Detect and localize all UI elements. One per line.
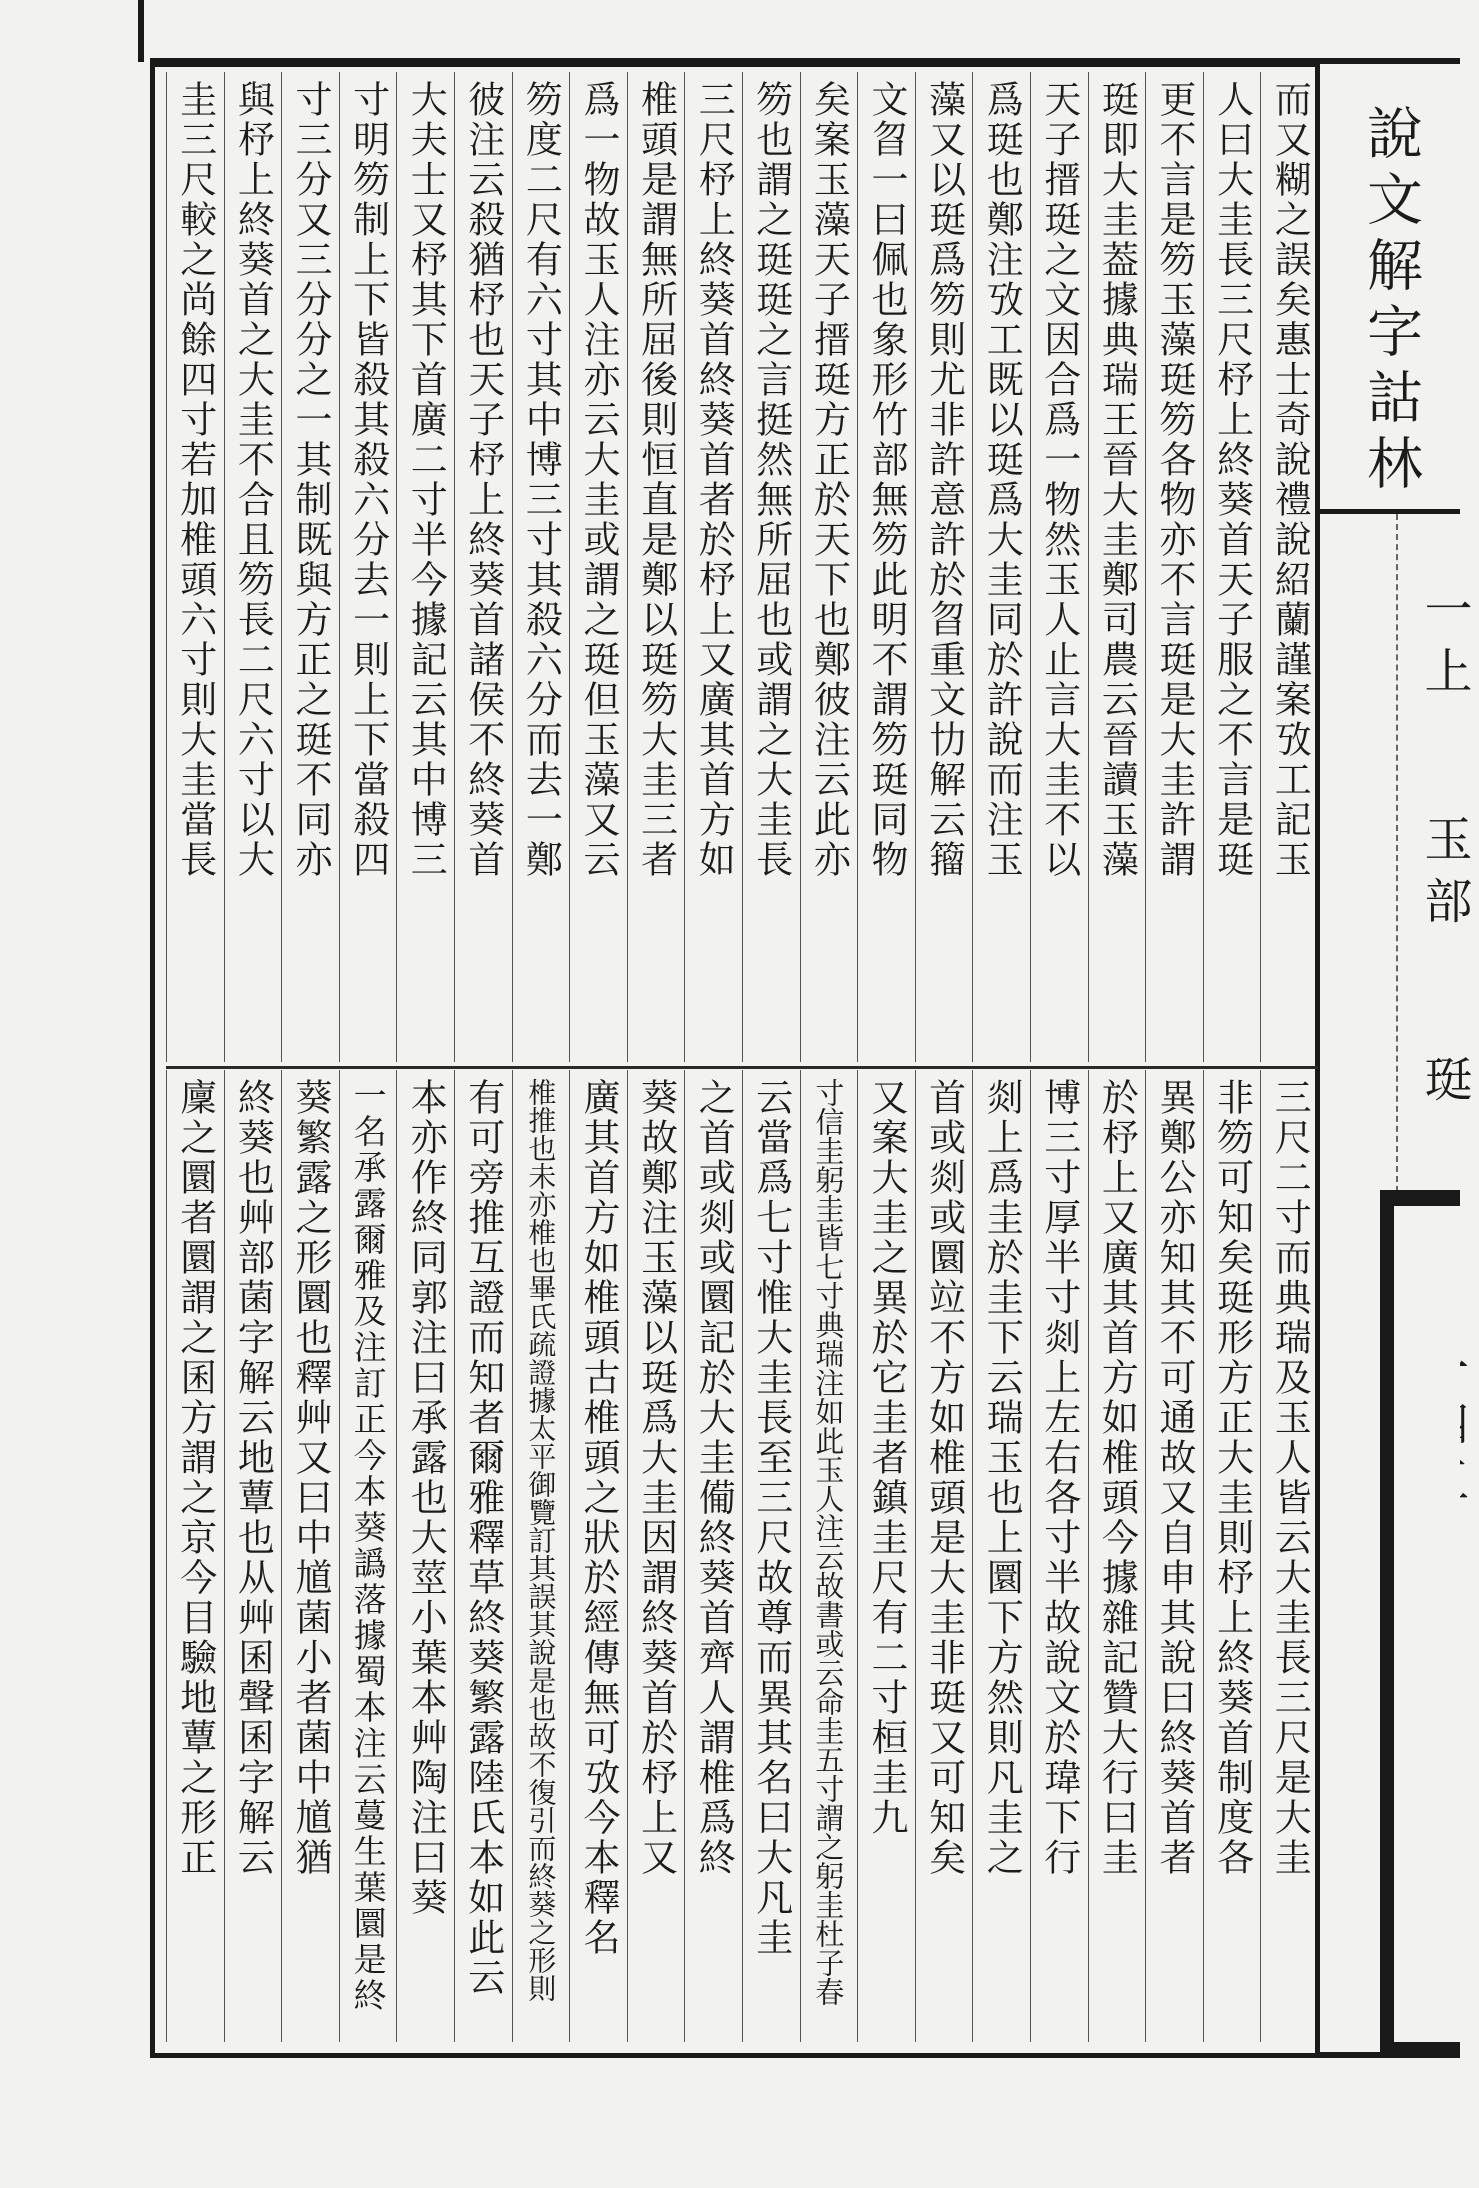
text-column: 一名承露爾雅及注訂正今本葵譌落據蜀本注云蔓生葉圜是終	[348, 1078, 388, 2014]
text-column: 矣案玉藻天子搢珽方正於天下也鄭彼注云此亦	[807, 80, 851, 880]
text-column: 寸信圭躬圭皆七寸典瑞注如此玉人注云故書或云命圭五寸謂之躬圭杜子春	[811, 1078, 846, 2006]
column-rule	[915, 1070, 916, 2042]
column-rule	[396, 72, 397, 1062]
column-rule	[166, 72, 167, 1062]
text-column: 圭三尺較之尚餘四寸若加椎頭六寸則大圭當長	[173, 80, 217, 880]
text-column: 藻又以珽爲笏則尤非許意許於㫚重文㔹解云籀	[922, 80, 966, 880]
column-rule	[1145, 72, 1146, 1062]
column-rule	[396, 1070, 397, 2042]
right-edge-block-inner	[1394, 1206, 1460, 2042]
fascicle-label: 一上	[1416, 584, 1472, 708]
column-rule	[1088, 1070, 1089, 2042]
text-column: 寸明笏制上下皆殺其殺六分去一則上下當殺四	[346, 80, 390, 880]
book-title: 說文解字詁林	[1358, 104, 1423, 500]
text-column: 珽即大圭葢據典瑞王晉大圭鄭司農云晉讀玉藻	[1095, 80, 1139, 880]
text-column: 葵故鄭注玉藻以珽爲大圭因謂終葵首於杼上又	[634, 1078, 678, 1878]
column-rule	[1088, 72, 1089, 1062]
column-rule	[339, 72, 340, 1062]
column-rule	[1203, 72, 1204, 1062]
column-rule	[1203, 1070, 1204, 2042]
text-column: 云當爲七寸惟大圭長至三尺故尊而異其名曰大凡圭	[749, 1078, 793, 1958]
text-column: 寸三分又三分分之一其制既與方正之珽不同亦	[289, 80, 332, 880]
column-rule	[224, 1070, 225, 2042]
text-column: 葵繁露之形圜也釋艸又曰中馗菌小者菌中馗猶	[289, 1078, 332, 1878]
column-rule	[569, 1070, 570, 2042]
column-rule	[454, 72, 455, 1062]
text-column: 笏也謂之珽珽之言挺然無所屈也或謂之大圭長	[749, 80, 793, 880]
column-rule	[1260, 72, 1261, 1062]
text-column: 之首或剡或圜記於大圭僃終葵首齊人謂椎爲終	[692, 1078, 736, 1878]
text-column: 爲一物故玉人注亦云大圭或謂之珽但玉藻又云	[577, 80, 620, 880]
column-rule	[1030, 72, 1031, 1062]
text-column: 於杼上又廣其首方如椎頭今據雜記贊大行曰圭	[1095, 1078, 1139, 1878]
text-column: 與杼上終葵首之大圭不合且笏長二尺六寸以大	[231, 80, 275, 880]
text-column: 終葵也艸部菌字解云地蕈也从艸囷聲囷字解云	[231, 1078, 275, 1878]
text-column: 三尺杼上終葵首終葵首者於杼上又廣其首方如	[692, 80, 736, 880]
text-column: 爲珽也鄭注攷工既以珽爲大圭同於許說而注玉	[980, 80, 1024, 880]
radical-label: 玉部	[1416, 814, 1472, 938]
register-divider	[166, 1066, 1318, 1069]
upper-register	[166, 72, 1318, 1062]
column-rule	[224, 72, 225, 1062]
column-rule	[281, 1070, 282, 2042]
column-rule	[742, 1070, 743, 2042]
column-rule	[454, 1070, 455, 2042]
column-rule	[627, 72, 628, 1062]
text-column: 更不言是笏玉藻珽笏各物亦不言珽是大圭許謂	[1153, 80, 1196, 880]
column-rule	[684, 1070, 685, 2042]
entry-character: 珽	[1416, 1054, 1472, 1102]
column-rule	[569, 72, 570, 1062]
column-rule	[857, 1070, 858, 2042]
text-column: 笏度二尺有六寸其中博三寸其殺六分而去一鄭	[519, 80, 563, 880]
text-column: 異鄭公亦知其不可通故又自申其說曰終葵首者	[1153, 1078, 1196, 1878]
bottom-rule	[1318, 2052, 1460, 2058]
text-column: 而又糊之誤矣惠士奇說禮說紹蘭謹案攷工記玉	[1268, 80, 1312, 880]
column-rule	[627, 1070, 628, 2042]
column-rule	[972, 72, 973, 1062]
text-column: 有可旁推互證而知者爾雅釋草終葵繁露陸氏本如此云	[461, 1078, 505, 1998]
content-area	[166, 72, 1318, 2048]
text-column: 三尺二寸而典瑞及玉人皆云大圭長三尺是大圭	[1268, 1078, 1312, 1878]
text-column: 博三寸厚半寸剡上左右各寸半故說文於瑋下行	[1037, 1078, 1081, 1878]
column-rule	[281, 72, 282, 1062]
text-column: 本亦作終同郭注曰承露也大莖小葉本艸陶注曰葵	[404, 1078, 448, 1918]
column-rule	[800, 1070, 801, 2042]
column-rule	[166, 1070, 167, 2042]
column-rule	[915, 72, 916, 1062]
column-rule	[1145, 1070, 1146, 2042]
column-rule	[1030, 1070, 1031, 2042]
text-column: 文㫚一曰佩也象形竹部無笏此明不謂笏珽同物	[865, 80, 908, 880]
text-column: 椎推也未亦椎也畢氏疏證據太平御覽訂其誤其說是也故不復引而終葵之形則	[524, 1078, 558, 2002]
text-column: 剡上爲圭於圭下云瑞玉也上圜下方然則凡圭之	[980, 1078, 1024, 1878]
top-margin-rule	[138, 0, 144, 62]
text-column: 彼注云殺猶杼也天子杼上終葵首諸侯不終葵首	[461, 80, 505, 880]
column-rule	[857, 72, 858, 1062]
column-rule	[512, 72, 513, 1062]
text-column: 大夫士又杼其下首廣二寸半今據記云其中博三	[404, 80, 448, 880]
title-panel	[1318, 64, 1460, 514]
column-rule	[800, 72, 801, 1062]
text-column: 非笏可知矣珽形方正大圭則杼上終葵首制度各	[1210, 1078, 1254, 1878]
text-column: 天子搢珽之文因合爲一物然玉人止言大圭不以	[1037, 80, 1081, 880]
text-column: 廩之圜者圜謂之囷方謂之京今目驗地蕈之形正	[173, 1078, 217, 1878]
text-column: 廣其首方如椎頭古椎頭之狀於經傳無可攷今本釋名	[577, 1078, 620, 1958]
lower-register	[166, 1070, 1318, 2042]
column-rule	[742, 72, 743, 1062]
column-rule	[972, 1070, 973, 2042]
column-rule	[339, 1070, 340, 2042]
column-rule	[1260, 1070, 1261, 2042]
column-rule	[684, 72, 685, 1062]
text-column: 又案大圭之異於它圭者鎮圭尺有二寸桓圭九	[865, 1078, 908, 1838]
text-column: 人曰大圭長三尺杼上終葵首天子服之不言是珽	[1210, 80, 1254, 880]
text-column: 首或剡或圜竝不方如椎頭是大圭非珽又可知矣	[922, 1078, 966, 1878]
column-rule	[512, 1070, 513, 2042]
text-column: 椎頭是謂無所屈後則恒直是鄭以珽笏大圭三者	[634, 80, 678, 880]
